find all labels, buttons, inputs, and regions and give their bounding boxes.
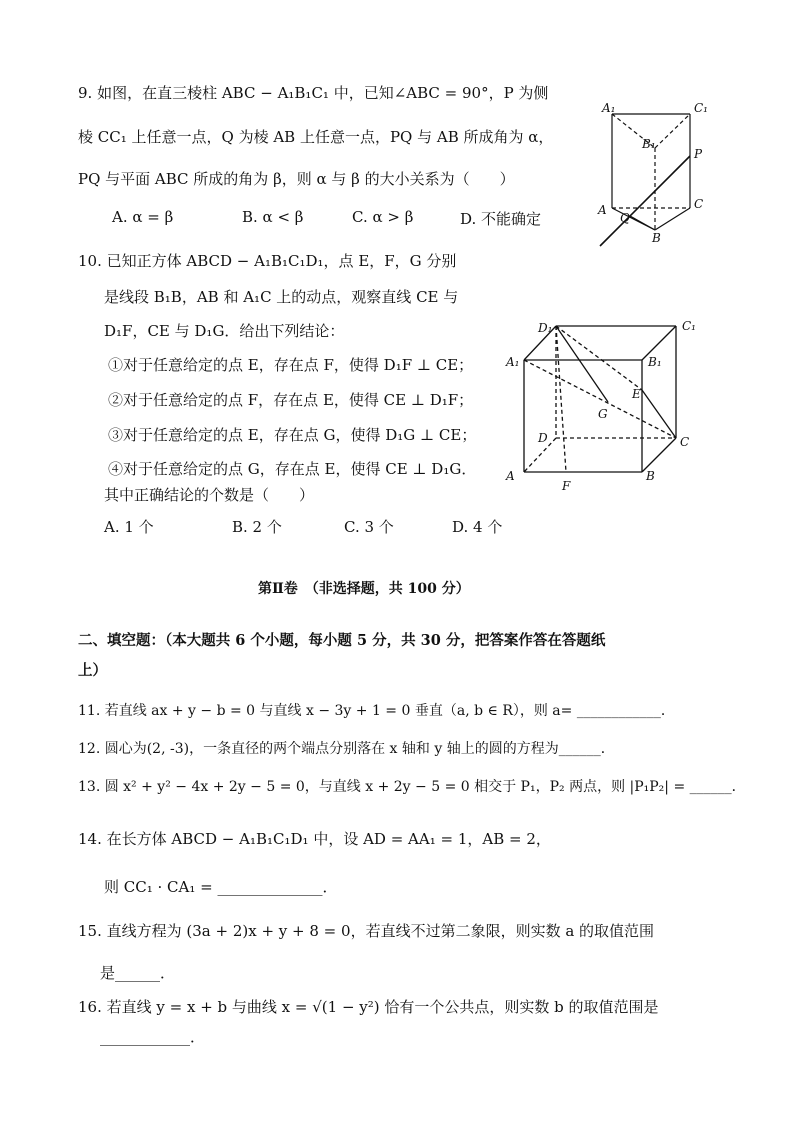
q9-line-1: 9. 如图，在直三棱柱 ABC − A₁B₁C₁ 中，已知∠ABC = 90°，P 为侧 bbox=[78, 84, 549, 102]
q10-option-b: B. 2 个 bbox=[232, 518, 282, 536]
q10-option-c: C. 3 个 bbox=[344, 518, 394, 536]
q10-claim-2: ②对于任意给定的点 F，存在点 E，使得 CE ⊥ D₁F； bbox=[108, 391, 474, 409]
q9-label-a: A bbox=[598, 203, 607, 217]
q14-line-1: 14. 在长方体 ABCD − A₁B₁C₁D₁ 中，设 AD = AA₁ = 1，AB = 2， bbox=[78, 830, 551, 848]
q15-line-2: 是______． bbox=[100, 964, 176, 982]
q10-option-d: D. 4 个 bbox=[452, 518, 503, 536]
q9-line-3: PQ 与平面 ABC 所成的角为 β，则 α 与 β 的大小关系为（ ） bbox=[78, 170, 515, 188]
q10-label-d1: D₁ bbox=[538, 321, 553, 335]
q9-option-c: C. α > β bbox=[352, 208, 414, 226]
q9-label-b: B bbox=[652, 231, 661, 245]
q10-cube-figure bbox=[500, 318, 710, 493]
q10-label-d: D bbox=[538, 431, 548, 445]
q10-line-2: 是线段 B₁B，AB 和 A₁C 上的动点，观察直线 CE 与 bbox=[104, 288, 459, 306]
q10-claim-4: ④对于任意给定的点 G，存在点 E，使得 CE ⊥ D₁G． bbox=[108, 460, 477, 478]
q10-label-b: B bbox=[646, 469, 655, 483]
q9-prism-figure bbox=[590, 100, 720, 250]
section-2-heading-cont: 上） bbox=[78, 662, 107, 679]
q9-option-d: D. 不能确定 bbox=[460, 210, 542, 228]
q16-line-2: ____________． bbox=[100, 1028, 206, 1046]
part-2-title: 第Ⅱ卷 （非选择题，共 100 分） bbox=[258, 581, 470, 597]
q14-line-2: 则 CC₁ · CA₁ = ______________． bbox=[104, 878, 338, 896]
q11: 11. 若直线 ax + y − b = 0 与直线 x − 3y + 1 = 0 垂直（a, b ∈ R），则 a= ____________． bbox=[78, 703, 675, 719]
q9-label-p: P bbox=[694, 147, 703, 161]
q10-question: 其中正确结论的个数是（ ） bbox=[104, 486, 315, 504]
q9-label-c: C bbox=[694, 197, 704, 211]
q9-option-b: B. α < β bbox=[242, 208, 304, 226]
q9-label-b1: B₁ bbox=[642, 137, 656, 151]
q10-claim-3: ③对于任意给定的点 E，存在点 G，使得 D₁G ⊥ CE； bbox=[108, 426, 477, 444]
q9-label-a1: A₁ bbox=[602, 101, 616, 115]
q10-label-c: C bbox=[680, 435, 690, 449]
q10-label-b1: B₁ bbox=[648, 355, 662, 369]
q9-option-a: A. α = β bbox=[112, 208, 174, 226]
q10-option-a: A. 1 个 bbox=[104, 518, 154, 536]
q10-claim-1: ①对于任意给定的点 E，存在点 F，使得 D₁F ⊥ CE； bbox=[108, 356, 474, 374]
q10-line-3: D₁F，CE 与 D₁G．给出下列结论： bbox=[104, 322, 345, 340]
q9-label-q: Q bbox=[620, 211, 630, 225]
q15-line-1: 15. 直线方程为 (3a + 2)x + y + 8 = 0，若直线不过第二象限，则实数 a 的取值范围 bbox=[78, 922, 655, 940]
q10-label-a: A bbox=[506, 469, 515, 483]
q10-label-c1: C₁ bbox=[682, 319, 696, 333]
q9-label-c1: C₁ bbox=[694, 101, 708, 115]
q12: 12. 圆心为(2, -3)，一条直径的两个端点分别落在 x 轴和 y 轴上的圆的方程为______． bbox=[78, 741, 615, 757]
q10-line-1: 10. 已知正方体 ABCD − A₁B₁C₁D₁，点 E，F，G 分别 bbox=[78, 252, 457, 270]
q10-label-a1: A₁ bbox=[506, 355, 520, 369]
q9-line-2: 棱 CC₁ 上任意一点，Q 为棱 AB 上任意一点，PQ 与 AB 所成角为 α， bbox=[78, 128, 554, 146]
q10-label-f: F bbox=[562, 479, 571, 493]
q10-label-e: E bbox=[632, 387, 641, 401]
q13: 13. 圆 x² + y² − 4x + 2y − 5 = 0，与直线 x + 2y − 5 = 0 相交于 P₁，P₂ 两点，则 |P₁P₂| = ______． bbox=[78, 779, 746, 795]
q10-label-g: G bbox=[598, 407, 608, 421]
section-2-heading: 二、填空题：（本大题共 6 个小题，每小题 5 分，共 30 分，把答案作答在答题纸 bbox=[78, 632, 606, 649]
q16-line-1: 16. 若直线 y = x + b 与曲线 x = √(1 − y²) 恰有一个公共点，则实数 b 的取值范围是 bbox=[78, 998, 659, 1016]
